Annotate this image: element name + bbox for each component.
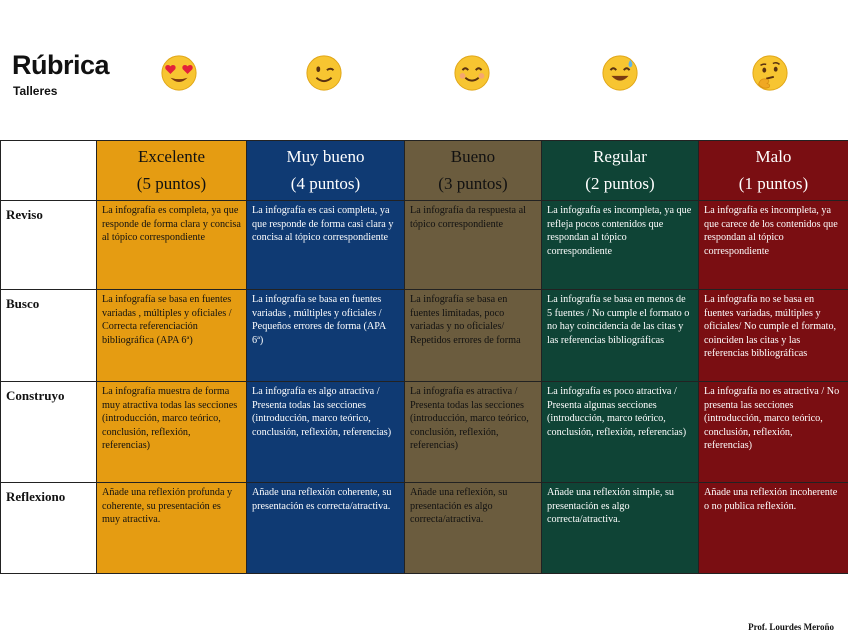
table-cell: La infografía da respuesta al tópico correspondiente: [405, 201, 542, 290]
table-row: [1, 382, 848, 483]
table-row: [1, 201, 848, 290]
table-cell: La infografía se basa en fuentes variadas , múltiples y oficiales / Pequeños errores de forma (APA 6ª): [247, 290, 405, 382]
table-cell: La infografía es casi completa, ya que responde de forma casi clara y concisa al tópico correspondiente: [247, 201, 405, 290]
sweat-smile-emoji-icon: [601, 54, 639, 92]
table-cell: La infografía muestra de forma muy atractiva todas las secciones (introducción, marco teórico, conclusión, reflexión, referencias): [97, 382, 247, 483]
author-credit: Prof. Lourdes Meroño: [748, 622, 834, 632]
table-cell: La infografía no se basa en fuentes variadas, múltiples y oficiales/ No cumple el formato, coinciden las citas y las referencias bibliográficas: [699, 290, 848, 382]
table-cell: Añade una reflexión profunda y coherente, su presentación es muy atractiva.: [97, 483, 247, 574]
table-row: [1, 483, 848, 574]
table-cell: La infografía es poco atractiva / Presenta algunas secciones (introducción, marco teórico, conclusión, reflexión, referencias): [542, 382, 699, 483]
table-cell: La infografía se basa en fuentes limitadas, poco variadas y no oficiales/ Repetidos errores de forma: [405, 290, 542, 382]
table-cell: La infografía es algo atractiva / Presenta todas las secciones (introducción, marco teórico, conclusión, reflexión, referencias): [247, 382, 405, 483]
table-cell: La infografía es incompleta, ya que refleja pocos contenidos que respondan al tópico correspondiente: [542, 201, 699, 290]
page-subtitle: Talleres: [13, 84, 58, 98]
thinking-emoji-icon: [751, 54, 789, 92]
level-header-regular: Regular (2 puntos): [542, 141, 699, 201]
row-label-busco: Busco: [1, 290, 97, 382]
table-cell: La infografía es completa, ya que responde de forma clara y concisa al tópico correspondiente: [97, 201, 247, 290]
heart-eyes-emoji-icon: [160, 54, 198, 92]
row-label-reviso: Reviso: [1, 201, 97, 290]
level-header-muy-bueno: Muy bueno (4 puntos): [247, 141, 405, 201]
row-label-reflexiono: Reflexiono: [1, 483, 97, 574]
row-label-construyo: Construyo: [1, 382, 97, 483]
table-cell: La infografía se basa en menos de 5 fuentes / No cumple el formato o no hay coincidencia de las citas y las referencias bibliográficas: [542, 290, 699, 382]
level-header-bueno: Bueno (3 puntos): [405, 141, 542, 201]
table-cell: La infografía no es atractiva / No presenta las secciones (introducción, marco teórico, conclusión, reflexión, referencias): [699, 382, 848, 483]
corner-cell: [1, 141, 97, 201]
table-row: [1, 290, 848, 382]
table-cell: Añade una reflexión coherente, su presentación es correcta/atractiva.: [247, 483, 405, 574]
winking-emoji-icon: [305, 54, 343, 92]
level-header-malo: Malo (1 puntos): [699, 141, 848, 201]
header-row: [1, 141, 848, 201]
smiling-emoji-icon: [453, 54, 491, 92]
page-title: Rúbrica: [12, 50, 110, 80]
table-cell: La infografía es atractiva / Presenta todas las secciones (introducción, marco teórico, conclusión, reflexión, referencias): [405, 382, 542, 483]
rubric-table: [0, 140, 848, 574]
table-cell: La infografía se basa en fuentes variadas , múltiples y oficiales / Correcta referenciación bibliográfica (APA 6ª): [97, 290, 247, 382]
table-cell: Añade una reflexión simple, su presentación es algo correcta/atractiva.: [542, 483, 699, 574]
table-cell: Añade una reflexión, su presentación es algo correcta/atractiva.: [405, 483, 542, 574]
level-header-excelente: Excelente (5 puntos): [97, 141, 247, 201]
table-cell: La infografía es incompleta, ya que carece de los contenidos que respondan al tópico correspondiente: [699, 201, 848, 290]
table-cell: Añade una reflexión incoherente o no publica reflexión.: [699, 483, 848, 574]
